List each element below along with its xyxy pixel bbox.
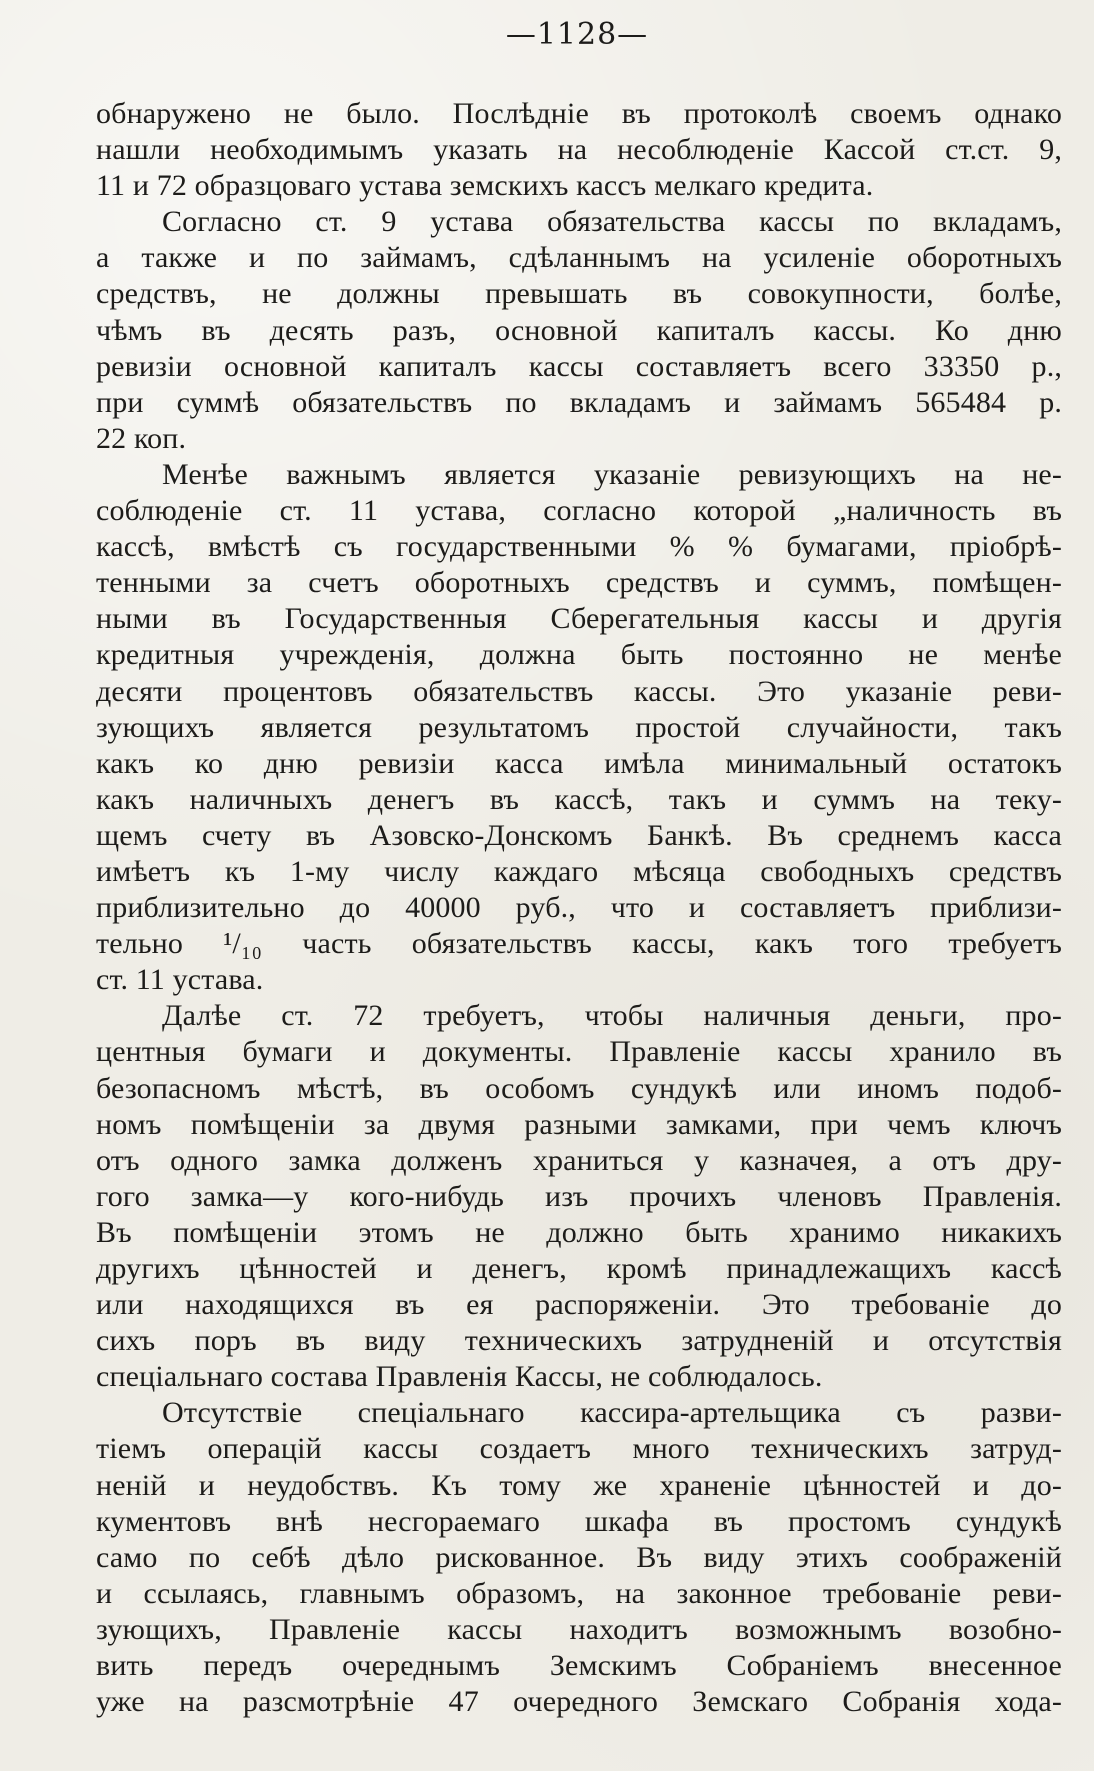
text-line: 22 коп. bbox=[96, 421, 187, 455]
text-line: другихъ цѣнностей и денегъ, кромѣ принадлежащихъ кассѣ bbox=[96, 1252, 1062, 1285]
text-line: приблизительно до 40000 руб., что и составляетъ приблизи- bbox=[96, 891, 1062, 925]
document-body bbox=[96, 96, 1062, 1720]
text-line: при суммѣ обязательствъ по вкладамъ и займамъ 565484 р. bbox=[96, 385, 1062, 419]
text-line: тельно ¹/₁₀ часть обязательствъ кассы, какъ того требуетъ bbox=[96, 927, 1062, 961]
text-line: Далѣе ст. 72 требуетъ, чтобы наличныя деньги, про- bbox=[162, 999, 1062, 1033]
text-line: отъ одного замка долженъ храниться у казначея, а отъ дру- bbox=[96, 1143, 1062, 1177]
text-line: ст. 11 устава. bbox=[96, 963, 264, 997]
text-line: тенными за счетъ оборотныхъ средствъ и суммъ, помѣщен- bbox=[96, 566, 1062, 600]
text-line: и ссылаясь, главнымъ образомъ, на законное требованіе реви- bbox=[96, 1576, 1062, 1610]
page-number: —1128— bbox=[505, 17, 649, 52]
text-line: десяти процентовъ обязательствъ кассы. Это указаніе реви- bbox=[96, 674, 1062, 708]
text-line: щемъ счету въ Азовско-Донскомъ Банкѣ. Въ среднемъ касса bbox=[96, 818, 1062, 852]
text-line: номъ помѣщеніи за двумя разными замками, при чемъ ключъ bbox=[96, 1107, 1062, 1141]
text-line: нашли необходимымъ указать на несоблюденіе Кассой ст.ст. 9, bbox=[96, 133, 1062, 167]
text-line: Въ помѣщеніи этомъ не должно быть хранимо никакихъ bbox=[96, 1215, 1062, 1249]
text-line: спеціальнаго состава Правленія Кассы, не соблюдалось. bbox=[96, 1360, 823, 1394]
text-line: уже на разсмотрѣніе 47 очередного Земскаго Собранія хода- bbox=[96, 1685, 1062, 1719]
text-line: зующихъ, Правленіе кассы находитъ возможнымъ возобно- bbox=[96, 1612, 1062, 1646]
text-line: Отсутствіе спеціальнаго кассира-артельщика съ разви- bbox=[162, 1396, 1062, 1430]
text-line: Менѣе важнымъ является указаніе ревизующихъ на не- bbox=[162, 457, 1062, 491]
text-line: имѣетъ къ 1-му числу каждаго мѣсяца свободныхъ средствъ bbox=[96, 854, 1062, 888]
text-line: 11 и 72 образцоваго устава земскихъ кассъ мелкаго кредита. bbox=[96, 169, 874, 203]
text-line: само по себѣ дѣло рискованное. Въ виду этихъ соображеній bbox=[96, 1540, 1062, 1574]
text-line: чѣмъ въ десять разъ, основной капиталъ кассы. Ко дню bbox=[96, 313, 1062, 347]
text-line: обнаружено не было. Послѣдніе въ протоколѣ своемъ однако bbox=[96, 97, 1062, 130]
text-line: тіемъ операцій кассы создаетъ много техническихъ затруд- bbox=[96, 1432, 1062, 1466]
text-line: сихъ поръ въ виду техническихъ затрудненій и отсутствія bbox=[96, 1324, 1062, 1358]
text-line: средствъ, не должны превышать въ совокупности, болѣе, bbox=[96, 277, 1062, 311]
text-line: неній и неудобствъ. Къ тому же храненіе цѣнностей и до- bbox=[96, 1468, 1062, 1502]
text-line: кументовъ внѣ несгораемаго шкафа въ простомъ сундукѣ bbox=[96, 1504, 1062, 1538]
text-line: или находящихся въ ея распоряженіи. Это требованіе до bbox=[96, 1288, 1062, 1322]
text-line: какъ ко дню ревизіи касса имѣла минимальный остатокъ bbox=[96, 746, 1062, 780]
text-line: вить передъ очереднымъ Земскимъ Собраніемъ внесенное bbox=[96, 1649, 1062, 1683]
text-line: какъ наличныхъ денегъ въ кассѣ, такъ и суммъ на теку- bbox=[96, 782, 1062, 816]
text-line: соблюденіе ст. 11 устава, согласно которой „наличность въ bbox=[96, 494, 1062, 528]
text-line: ными въ Государственныя Сберегательныя кассы и другія bbox=[96, 602, 1062, 636]
text-line: Согласно ст. 9 устава обязательства кассы по вкладамъ, bbox=[162, 205, 1062, 239]
text-line: ревизіи основной капиталъ кассы составляетъ всего 33350 р., bbox=[96, 349, 1062, 383]
text-line: кассѣ, вмѣстѣ съ государственными % % бумагами, пріобрѣ- bbox=[96, 530, 1062, 564]
text-line: а также и по займамъ, сдѣланнымъ на усиленіе оборотныхъ bbox=[96, 241, 1062, 275]
text-line: зующихъ является результатомъ простой случайности, такъ bbox=[96, 710, 1062, 744]
text-line: кредитныя учрежденія, должна быть постоянно не менѣе bbox=[96, 638, 1062, 672]
text-line: центныя бумаги и документы. Правленіе кассы хранило въ bbox=[96, 1035, 1062, 1069]
text-line: безопасномъ мѣстѣ, въ особомъ сундукѣ или иномъ подоб- bbox=[96, 1071, 1062, 1105]
text-line: гого замка—у кого-нибудь изъ прочихъ членовъ Правленія. bbox=[96, 1179, 1062, 1213]
